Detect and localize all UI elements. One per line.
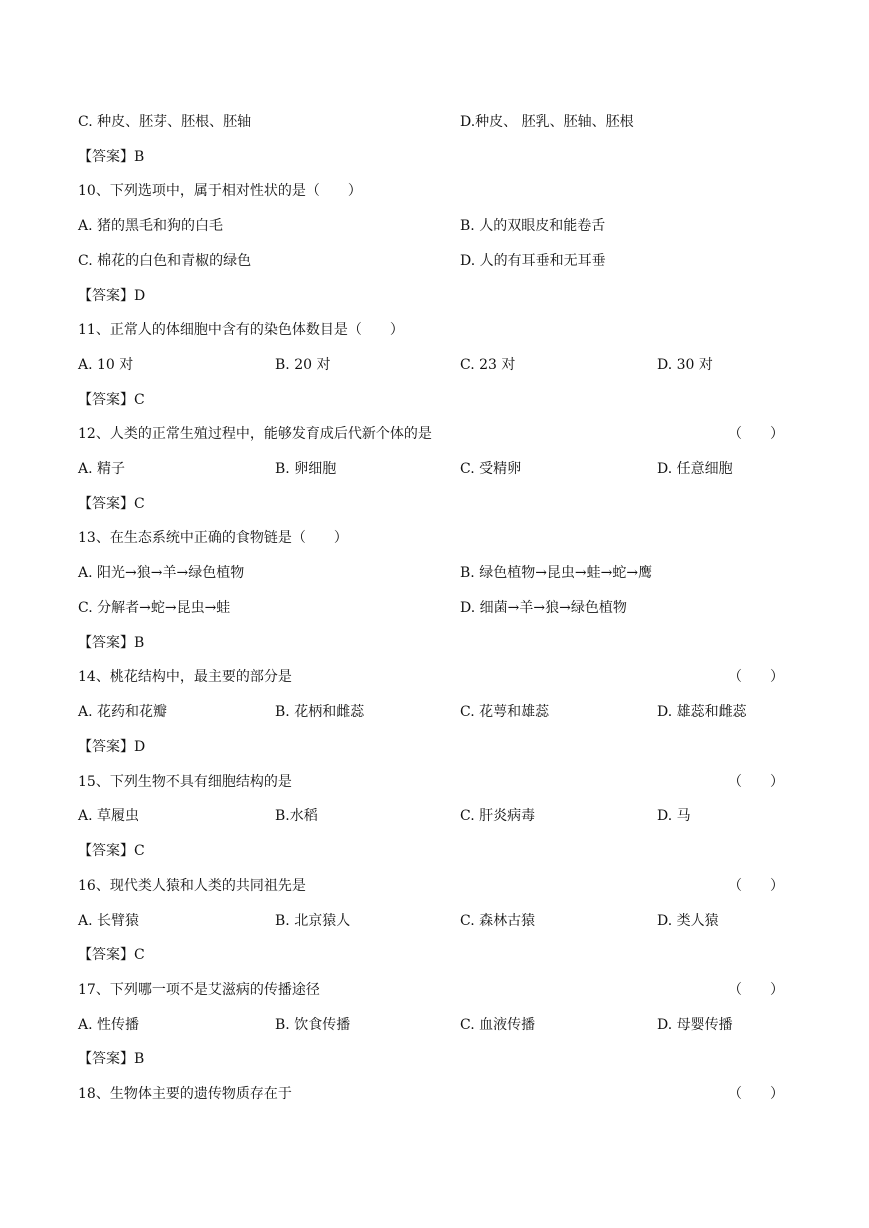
option-item: B. 饮食传播 xyxy=(275,1017,351,1033)
option-item: D. 类人猿 xyxy=(657,913,719,929)
question-text: 18、生物体主要的遗传物质存在于 xyxy=(78,1086,292,1102)
option-item: C. 花萼和雄蕊 xyxy=(460,704,550,720)
option-item: D. 任意细胞 xyxy=(657,461,733,477)
option-item: C. 23 对 xyxy=(460,357,516,373)
answer-key: 【答案】C xyxy=(78,496,145,512)
option-item: C. 肝炎病毒 xyxy=(460,808,536,824)
question-text: 17、下列哪一项不是艾滋病的传播途径 xyxy=(78,982,320,998)
answer-key: 【答案】B xyxy=(78,149,145,165)
option-item: C. 血液传播 xyxy=(460,1017,536,1033)
option-item: B.水稻 xyxy=(275,808,318,824)
option-item: B. 20 对 xyxy=(275,357,331,373)
question-text: 13、在生态系统中正确的食物链是（ ） xyxy=(78,530,348,546)
option-item: D. 雄蕊和雌蕊 xyxy=(657,704,747,720)
option-item: B. 花柄和雌蕊 xyxy=(275,704,365,720)
question-text: 16、现代类人猿和人类的共同祖先是 xyxy=(78,878,306,894)
question-text: 14、桃花结构中，最主要的部分是 xyxy=(78,669,292,685)
question-text: 10、下列选项中，属于相对性状的是（ ） xyxy=(78,183,362,199)
option-item: A. 10 对 xyxy=(78,357,134,373)
answer-bracket: （ ） xyxy=(728,1086,784,1102)
option-item: C. 分解者→蛇→昆虫→蛙 xyxy=(78,600,231,616)
answer-key: 【答案】C xyxy=(78,947,145,963)
option-item: D. 30 对 xyxy=(657,357,713,373)
option-item: A. 性传播 xyxy=(78,1017,140,1033)
option-item: B. 北京猿人 xyxy=(275,913,351,929)
option-item: C. 森林古猿 xyxy=(460,913,536,929)
option-item: B. 人的双眼皮和能卷舌 xyxy=(460,218,606,234)
answer-key: 【答案】B xyxy=(78,635,145,651)
option-item: D. 母婴传播 xyxy=(657,1017,733,1033)
answer-key: 【答案】B xyxy=(78,1051,145,1067)
option-item: A. 阳光→狼→羊→绿色植物 xyxy=(78,565,245,581)
option-item: D.种皮、 胚乳、胚轴、胚根 xyxy=(460,114,634,130)
answer-key: 【答案】C xyxy=(78,843,145,859)
answer-key: 【答案】D xyxy=(78,288,146,304)
option-item: C. 受精卵 xyxy=(460,461,522,477)
option-item: A. 长臂猿 xyxy=(78,913,140,929)
option-item: D. 马 xyxy=(657,808,691,824)
answer-bracket: （ ） xyxy=(728,669,784,685)
answer-bracket: （ ） xyxy=(728,774,784,790)
answer-bracket: （ ） xyxy=(728,878,784,894)
answer-bracket: （ ） xyxy=(728,982,784,998)
option-item: B. 卵细胞 xyxy=(275,461,337,477)
option-item: C. 种皮、胚芽、胚根、胚轴 xyxy=(78,114,252,130)
answer-bracket: （ ） xyxy=(728,426,784,442)
option-item: A. 猪的黑毛和狗的白毛 xyxy=(78,218,224,234)
option-item: A. 精子 xyxy=(78,461,126,477)
option-item: D. 细菌→羊→狼→绿色植物 xyxy=(460,600,627,616)
answer-key: 【答案】C xyxy=(78,392,145,408)
answer-key: 【答案】D xyxy=(78,739,146,755)
option-item: D. 人的有耳垂和无耳垂 xyxy=(460,253,606,269)
option-item: A. 花药和花瓣 xyxy=(78,704,168,720)
question-text: 11、正常人的体细胞中含有的染色体数目是（ ） xyxy=(78,322,404,338)
question-text: 15、下列生物不具有细胞结构的是 xyxy=(78,774,292,790)
option-item: A. 草履虫 xyxy=(78,808,140,824)
option-item: C. 棉花的白色和青椒的绿色 xyxy=(78,253,252,269)
option-item: B. 绿色植物→昆虫→蛙→蛇→鹰 xyxy=(460,565,653,581)
question-text: 12、人类的正常生殖过程中，能够发育成后代新个体的是 xyxy=(78,426,432,442)
